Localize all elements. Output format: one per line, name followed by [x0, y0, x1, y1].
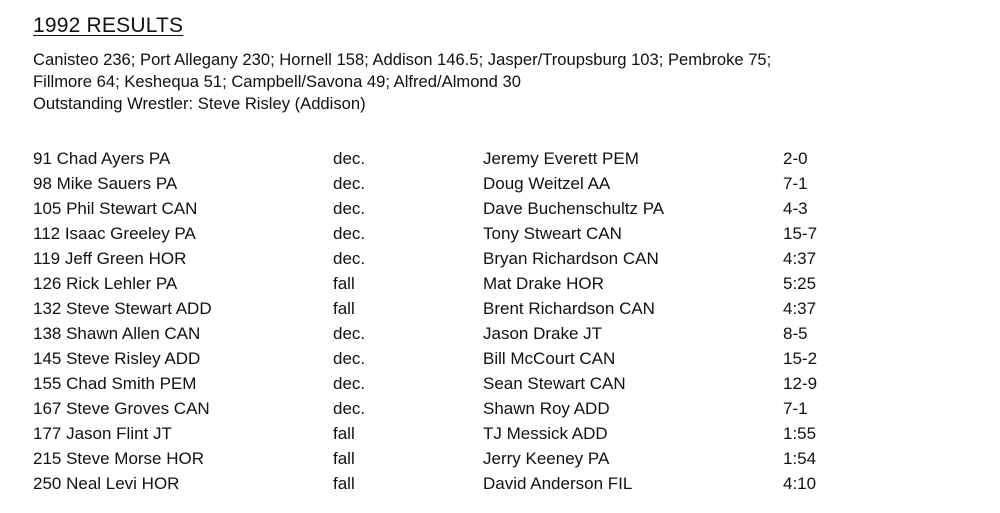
team-standings — [33, 49, 993, 115]
method-cell: fall — [333, 474, 355, 493]
winner-cell: 155 Chad Smith PEM — [33, 374, 197, 393]
result-row — [33, 246, 873, 271]
method-cell: dec. — [333, 249, 366, 268]
score-cell: 7-1 — [783, 399, 808, 418]
loser-cell: Shawn Roy ADD — [483, 399, 610, 418]
loser-cell: Bryan Richardson CAN — [483, 249, 659, 268]
method-cell: dec. — [333, 374, 366, 393]
method-cell: fall — [333, 424, 355, 443]
result-row — [33, 271, 873, 296]
score-cell: 2-0 — [783, 149, 808, 168]
result-row — [33, 421, 873, 446]
score-cell: 12-9 — [783, 374, 818, 393]
result-row — [33, 196, 873, 221]
score-cell: 4:10 — [783, 474, 817, 493]
score-cell: 1:55 — [783, 424, 817, 443]
team-scores-line-1: Canisteo 236; Port Allegany 230; Hornell 158; Addison 146.5; Jasper/Troupsburg 103; Pembroke 75; — [33, 50, 772, 69]
winner-cell: 105 Phil Stewart CAN — [33, 199, 198, 218]
winner-cell: 112 Isaac Greeley PA — [33, 224, 196, 243]
method-cell: dec. — [333, 174, 366, 193]
loser-cell: Brent Richardson CAN — [483, 299, 655, 318]
result-row — [33, 396, 873, 421]
winner-cell: 215 Steve Morse HOR — [33, 449, 205, 468]
winner-cell: 167 Steve Groves CAN — [33, 399, 210, 418]
loser-cell: Bill McCourt CAN — [483, 349, 616, 368]
loser-cell: Mat Drake HOR — [483, 274, 604, 293]
loser-cell: TJ Messick ADD — [483, 424, 608, 443]
score-cell: 4:37 — [783, 249, 817, 268]
score-cell: 4:37 — [783, 299, 817, 318]
outstanding-wrestler-line: Outstanding Wrestler: Steve Risley (Addison) — [33, 94, 366, 113]
loser-cell: Jerry Keeney PA — [483, 449, 610, 468]
result-row — [33, 146, 873, 171]
method-cell: fall — [333, 274, 355, 293]
method-cell: dec. — [333, 149, 366, 168]
result-row — [33, 446, 873, 471]
loser-cell: Jeremy Everett PEM — [483, 149, 639, 168]
winner-cell: 98 Mike Sauers PA — [33, 174, 178, 193]
method-cell: dec. — [333, 324, 366, 343]
score-cell: 7-1 — [783, 174, 808, 193]
result-row — [33, 296, 873, 321]
team-scores-line-2: Fillmore 64; Keshequa 51; Campbell/Savona 49; Alfred/Almond 30 — [33, 72, 521, 91]
result-row — [33, 221, 873, 246]
match-results-list — [33, 146, 873, 496]
method-cell: fall — [333, 299, 355, 318]
page-title: 1992 RESULTS — [33, 14, 184, 37]
winner-cell: 119 Jeff Green HOR — [33, 249, 187, 268]
score-cell: 15-7 — [783, 224, 818, 243]
winner-cell: 138 Shawn Allen CAN — [33, 324, 201, 343]
score-cell: 15-2 — [783, 349, 818, 368]
result-row — [33, 471, 873, 496]
result-row — [33, 371, 873, 396]
score-cell: 8-5 — [783, 324, 808, 343]
score-cell: 4-3 — [783, 199, 808, 218]
score-cell: 5:25 — [783, 274, 817, 293]
result-row — [33, 346, 873, 371]
winner-cell: 250 Neal Levi HOR — [33, 474, 180, 493]
score-cell: 1:54 — [783, 449, 817, 468]
loser-cell: David Anderson FIL — [483, 474, 633, 493]
method-cell: dec. — [333, 199, 366, 218]
winner-cell: 126 Rick Lehler PA — [33, 274, 178, 293]
method-cell: dec. — [333, 224, 366, 243]
loser-cell: Tony Stweart CAN — [483, 224, 622, 243]
winner-cell: 145 Steve Risley ADD — [33, 349, 201, 368]
method-cell: dec. — [333, 349, 366, 368]
result-row — [33, 171, 873, 196]
winner-cell: 91 Chad Ayers PA — [33, 149, 171, 168]
result-row — [33, 321, 873, 346]
winner-cell: 132 Steve Stewart ADD — [33, 299, 212, 318]
method-cell: fall — [333, 449, 355, 468]
loser-cell: Jason Drake JT — [483, 324, 603, 343]
winner-cell: 177 Jason Flint JT — [33, 424, 172, 443]
loser-cell: Sean Stewart CAN — [483, 374, 626, 393]
loser-cell: Doug Weitzel AA — [483, 174, 611, 193]
loser-cell: Dave Buchenschultz PA — [483, 199, 665, 218]
method-cell: dec. — [333, 399, 366, 418]
